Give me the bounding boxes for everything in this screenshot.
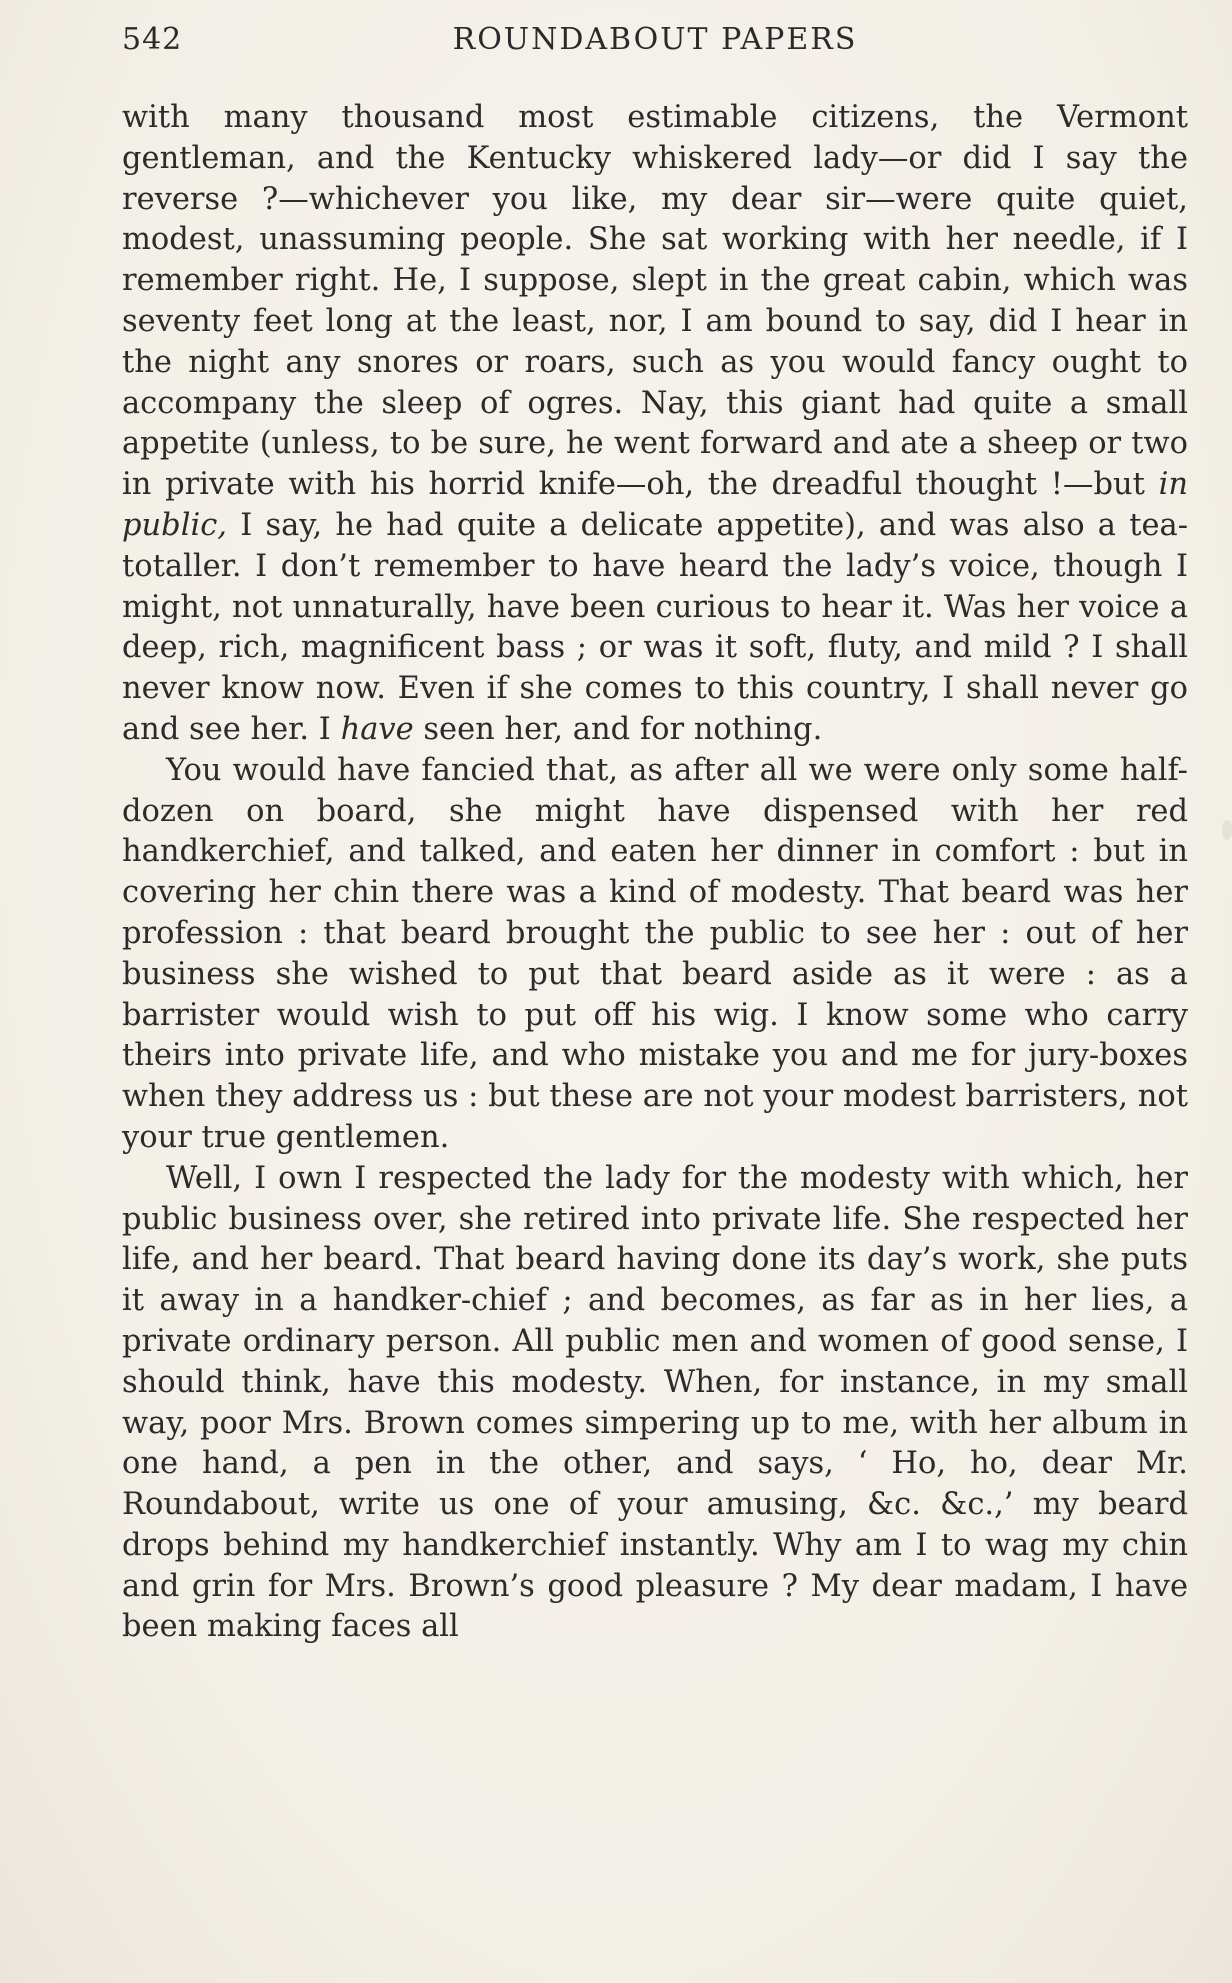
- italic-in-public: in public,: [122, 467, 1188, 543]
- paragraph-1-text-b: I say, he had quite a delicate appetite), and was also a tea-totaller. I don’t remember to have heard the lady’s voice, though I might, not unnaturally, have been curious to hear it. Was her voice a deep, rich, magnificent bass ; or was it soft, fluty, and mild ? I shall never know now. Even if she comes to this country, I shall never go and see her. I: [122, 507, 1188, 747]
- paragraph-1-text-c: seen her, and for nothing.: [413, 711, 823, 747]
- page-number: 542: [122, 22, 183, 57]
- paragraph-1-text-a: with many thousand most estimable citizens, the Vermont gentleman, and the Kentucky whiskered lady—or did I say the reverse ?—whichever you like, my dear sir—were quite quiet, modest, unassuming people. She sat working with her needle, if I remember right. He, I suppose, slept in the great cabin, which was seventy feet long at the least, nor, I am bound to say, did I hear in the night any snores or roars, such as you would fancy ought to accompany the sleep of ogres. Nay, this giant had quite a small appetite (unless, to be sure, he went forward and ate a sheep or two in private with his horrid knife—oh, the dreadful thought !—but: [122, 100, 1188, 503]
- running-head: [122, 22, 1188, 70]
- italic-have: have: [340, 711, 414, 747]
- page-smudge: [1222, 820, 1232, 840]
- book-title: ROUNDABOUT PAPERS: [452, 22, 858, 57]
- paragraph-2: You would have fancied that, as after all we were only some half-dozen on board, she might have dispensed with her red handkerchief, and talked, and eaten her dinner in comfort : but in covering her chin there was a kind of modesty. That beard was her profession : that beard brought the public to see her : out of her business she wished to put that beard aside as it were : as a barrister would wish to put off his wig. I know some who carry theirs into private life, and who mistake you and me for jury-boxes when they address us : but these are not your modest barristers, not your true gentlemen.: [122, 752, 1188, 1155]
- body-text: [122, 98, 1188, 1648]
- paragraph-3: Well, I own I respected the lady for the modesty with which, her public business over, she retired into private life. She respected her life, and her beard. That beard having done its day’s work, she puts it away in a handker-chief ; and becomes, as far as in her lies, a private ordinary person. All public men and women of good sense, I should think, have this modesty. When, for instance, in my small way, poor Mrs. Brown comes simpering up to me, with her album in one hand, a pen in the other, and says, ‘ Ho, ho, dear Mr. Roundabout, write us one of your amusing, &c. &c.,’ my beard drops behind my handkerchief instantly. Why am I to wag my chin and grin for Mrs. Brown’s good pleasure ? My dear madam, I have been making faces all: [122, 1160, 1188, 1645]
- paragraph-1: [122, 98, 1188, 751]
